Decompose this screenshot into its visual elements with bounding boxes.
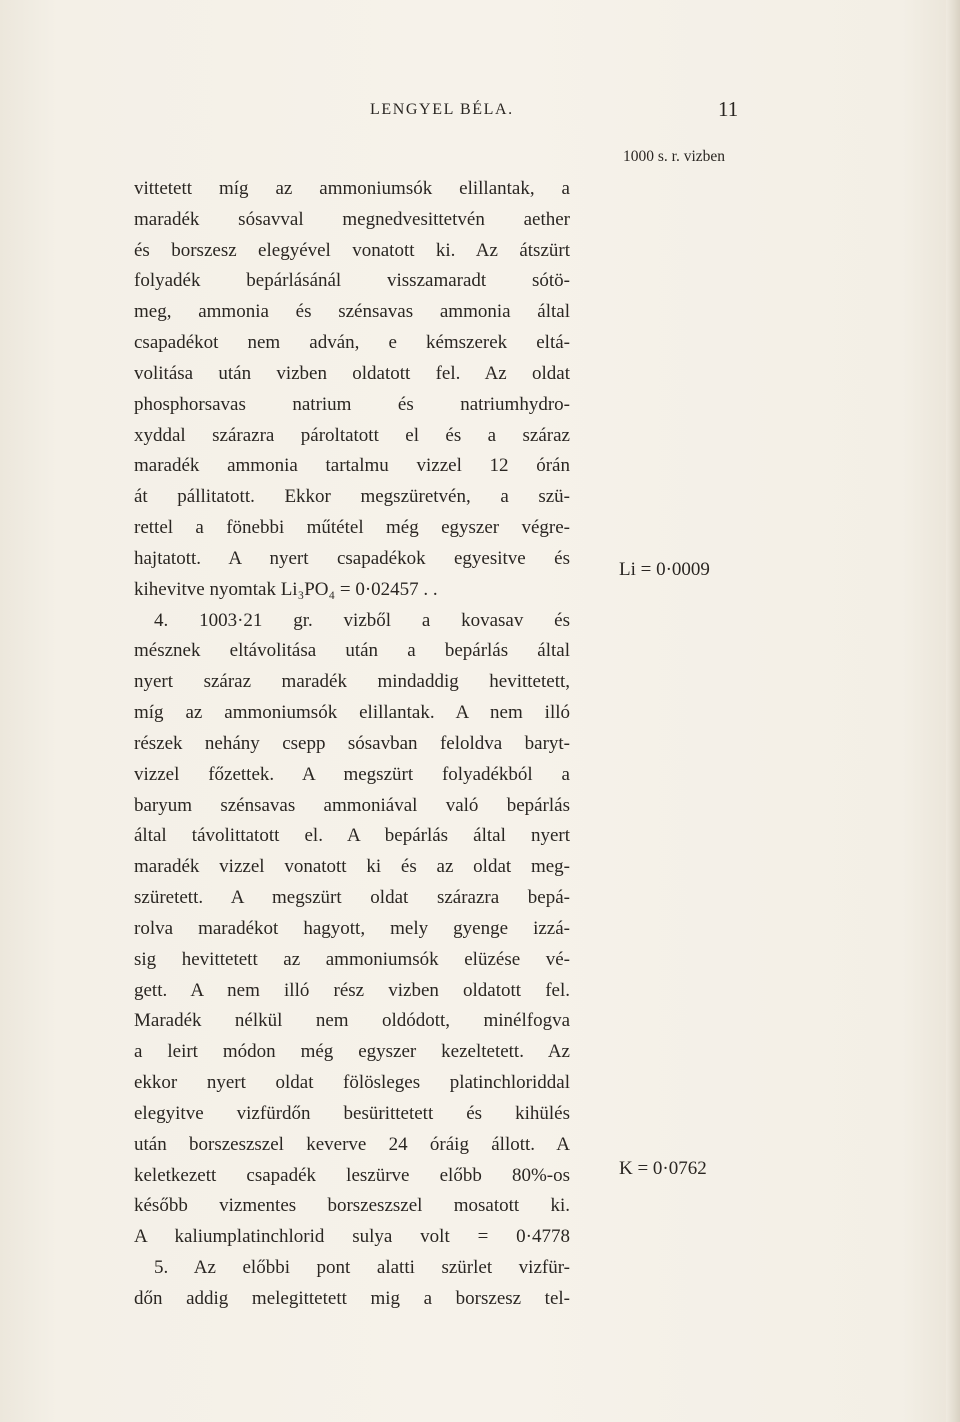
text-line: A kaliumplatinchlorid sulya volt = 0·4778 xyxy=(134,1226,570,1248)
text-line: a leirt módon még egyszer kezeltetett. Az xyxy=(134,1041,570,1063)
text-line: később vizmentes borszeszszel mosatott ki. xyxy=(134,1195,570,1217)
page-number: 11 xyxy=(718,97,739,121)
page-edge-shadow xyxy=(946,0,960,1422)
text-line: meg, ammonia és szénsavas ammonia által xyxy=(134,301,570,323)
text-line: keletkezett csapadék leszürve előbb 80%-os xyxy=(134,1164,570,1186)
text-line: át pállitatott. Ekkor megszüretvén, a szü- xyxy=(134,486,570,508)
text-line: baryum szénsavas ammoniával való bepárlás xyxy=(134,794,570,816)
text-line: rettel a fönebbi műtétel még egyszer végre- xyxy=(134,517,570,539)
text-line: folyadék bepárlásánál visszamaradt sótö- xyxy=(134,270,570,292)
text-line: xyddal szárazra pároltatott el és a száraz xyxy=(134,424,570,446)
text-line: míg az ammoniumsók elillantak. A nem illó xyxy=(134,702,570,724)
text-line: és borszesz elegyével vonatott ki. Az átszürt xyxy=(134,239,570,261)
text-line: részek nehány csepp sósavban feloldva baryt- xyxy=(134,732,570,754)
text-line: nyert száraz maradék mindaddig hevittetett, xyxy=(134,671,570,693)
text-line: 5. Az előbbi pont alatti szürlet vizfür- xyxy=(154,1256,570,1278)
text-line: után borszeszszel keverve 24 óráig állott. A xyxy=(134,1133,570,1155)
text-line: szüretett. A megszürt oldat szárazra bepá- xyxy=(134,887,570,909)
text-line: csapadékot nem adván, e kémszerek eltá- xyxy=(134,332,570,354)
text-line: hajtatott. A nyert csapadékok egyesitve és xyxy=(134,547,570,569)
text-line: gett. A nem illó rész vizben oldatott fel. xyxy=(134,979,570,1001)
text-line: által távolittatott el. A bepárlás által nyert xyxy=(134,825,570,847)
text-line: volitása után vizben oldatott fel. Az oldat xyxy=(134,362,570,384)
margin-result-k: K = 0·0762 xyxy=(619,1158,707,1179)
text-line: phosphorsavas natrium és natriumhydro- xyxy=(134,393,570,415)
text-line: ekkor nyert oldat fölösleges platinchloriddal xyxy=(134,1072,570,1094)
text-line: dőn addig melegittetett mig a borszesz tel- xyxy=(134,1287,570,1309)
text-line: 4. 1003·21 gr. vizből a kovasav és xyxy=(154,609,570,631)
text-line: Maradék nélkül nem oldódott, minélfogva xyxy=(134,1010,570,1032)
text-line: mésznek eltávolitása után a bepárlás által xyxy=(134,640,570,662)
body-text xyxy=(134,174,570,1315)
text-line: maradék vizzel vonatott ki és az oldat meg- xyxy=(134,856,570,878)
margin-column-heading: 1000 s. r. vizben xyxy=(623,148,726,165)
text-line: kihevitve nyomtak Li₃PO₄ = 0·02457 . . xyxy=(134,578,438,600)
text-line: sig hevittetett az ammoniumsók elüzése vé- xyxy=(134,948,570,970)
margin-result-li: Li = 0·0009 xyxy=(619,559,710,580)
text-line: vizzel főzettek. A megszürt folyadékból a xyxy=(134,763,570,785)
running-title: LENGYEL BÉLA. xyxy=(370,101,514,118)
text-line: maradék ammonia tartalmu vizzel 12 órán xyxy=(134,455,570,477)
text-line: maradék sósavval megnedvesittetvén aether xyxy=(134,208,570,230)
text-line: elegyitve vizfürdőn besürittetett és kihülés xyxy=(134,1102,570,1124)
text-line: rolva maradékot hagyott, mely gyenge izzá- xyxy=(134,917,570,939)
text-line: vittetett míg az ammoniumsók elillantak, a xyxy=(134,178,570,199)
